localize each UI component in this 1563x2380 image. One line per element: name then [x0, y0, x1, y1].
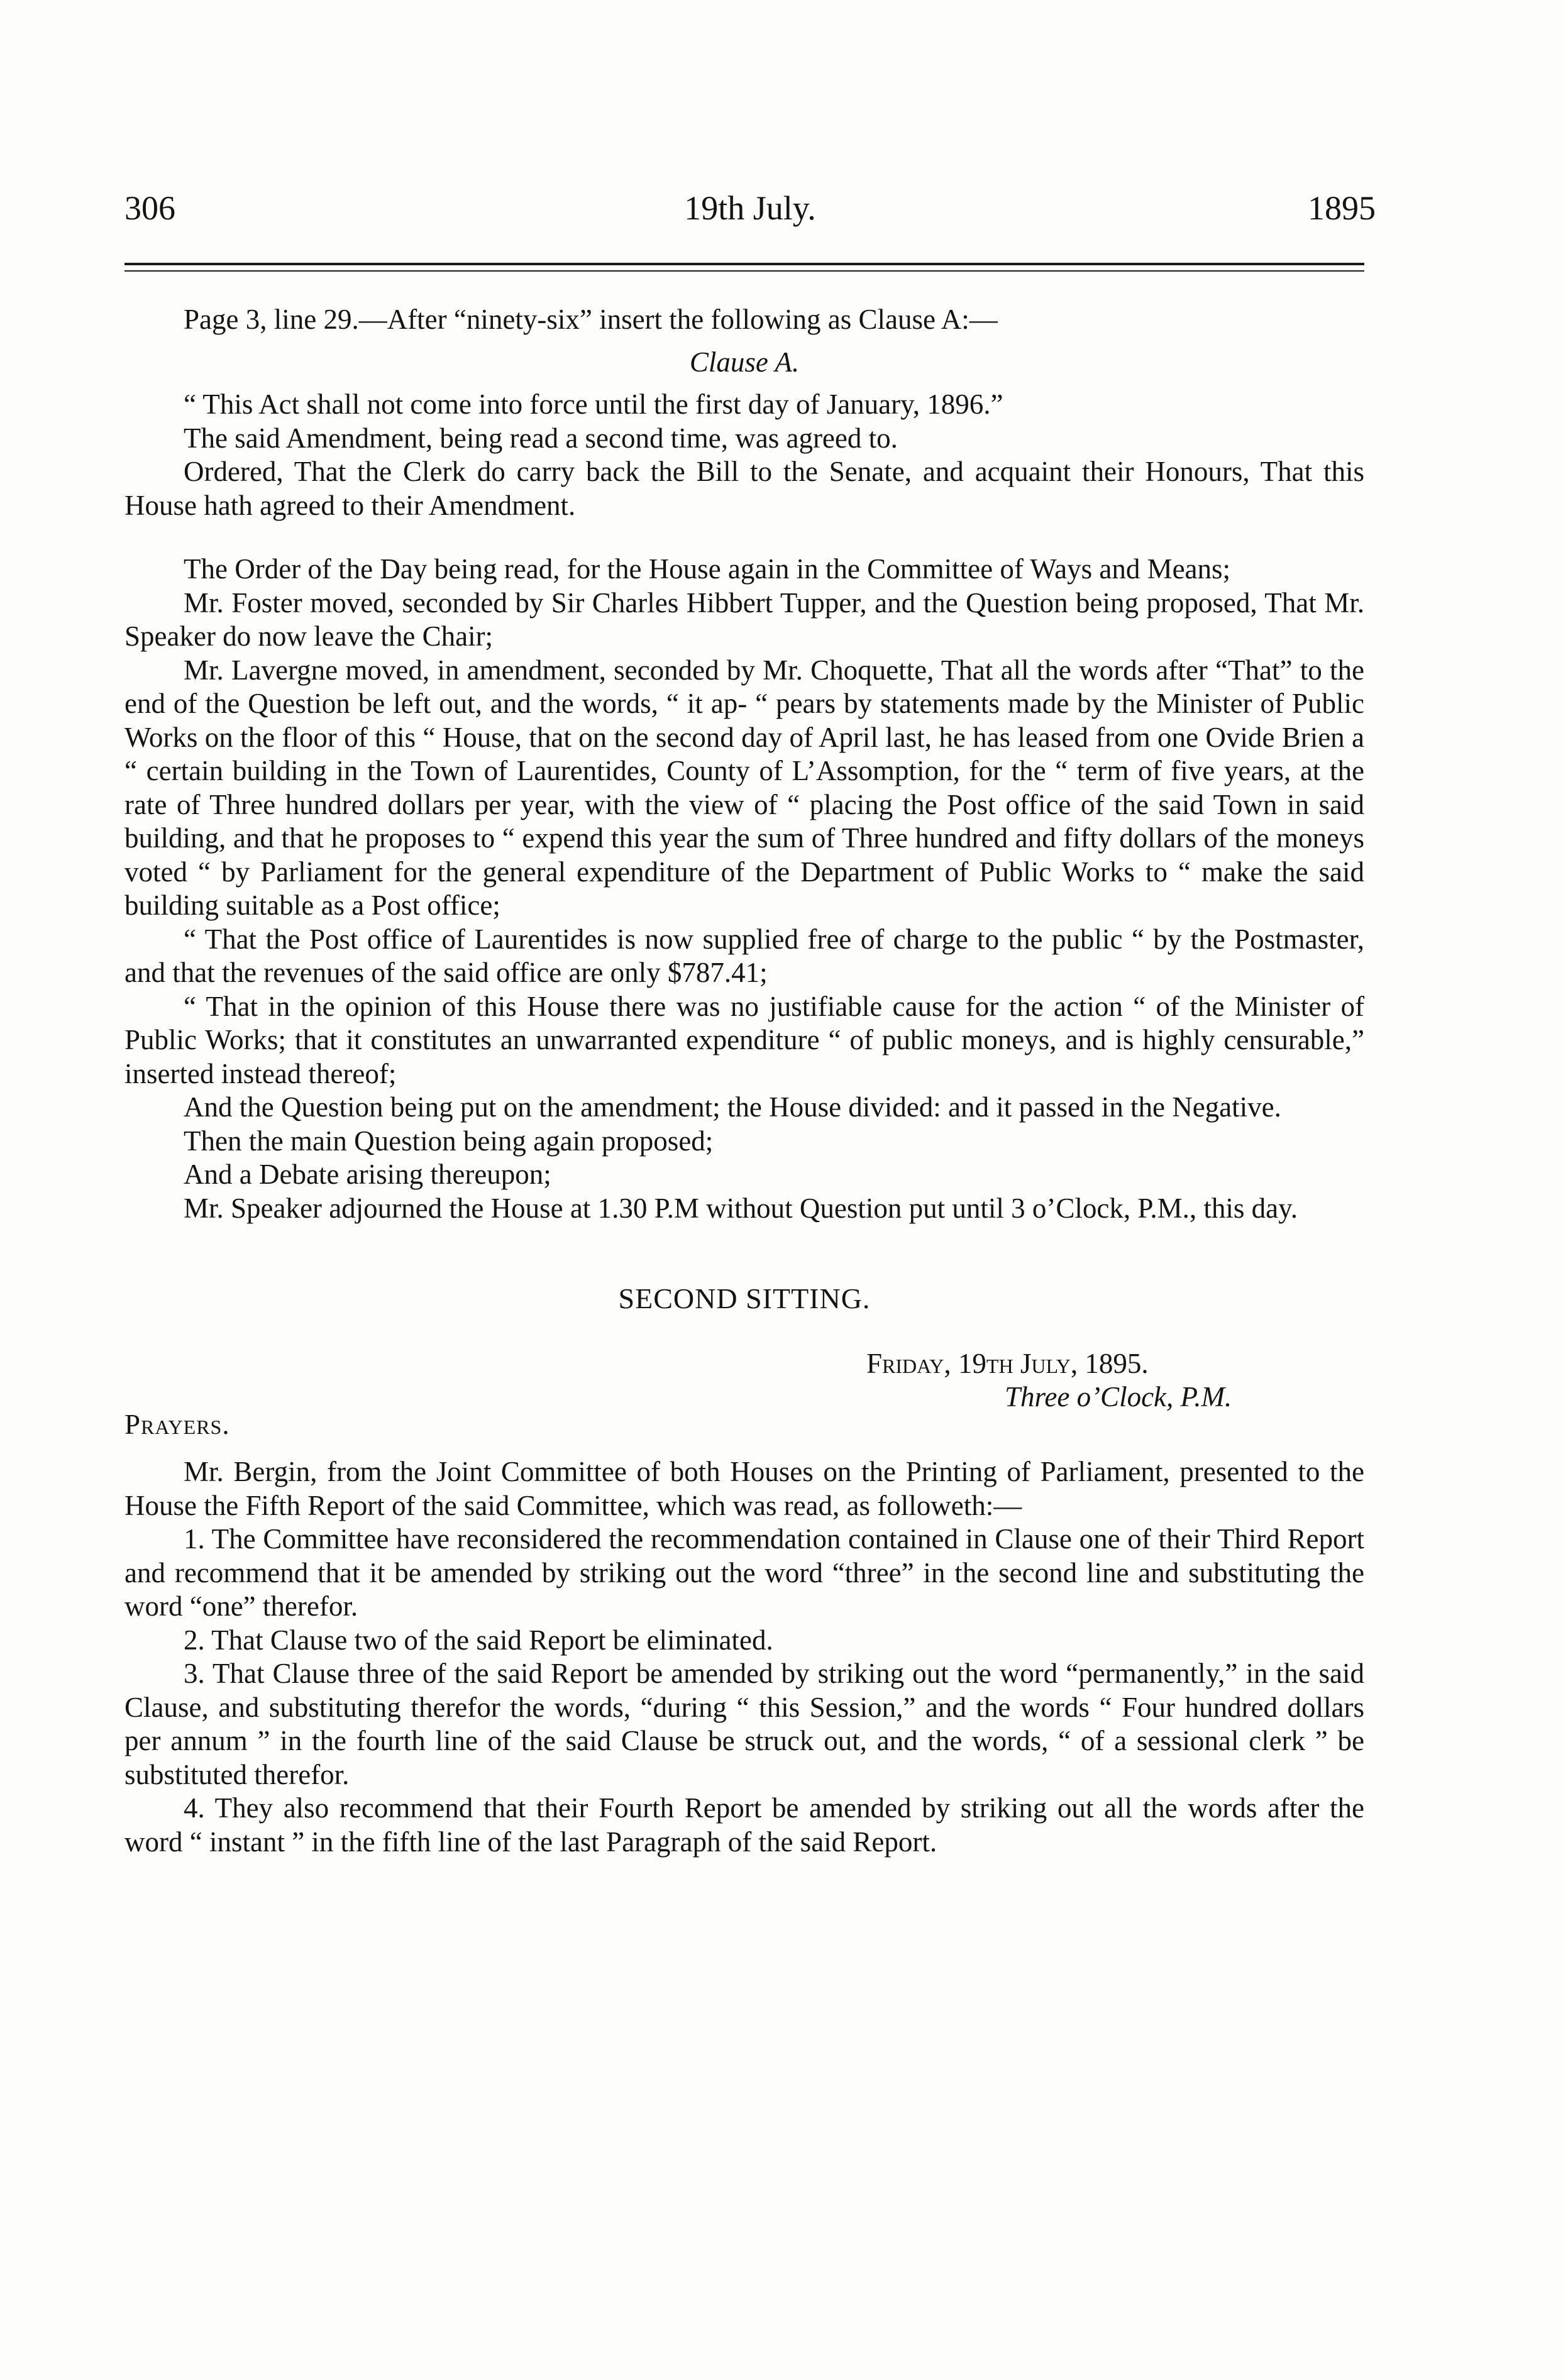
debate-arising: And a Debate arising thereupon; — [184, 1159, 551, 1190]
header-year: 1895 — [1308, 189, 1376, 227]
clause-title: Clause A. — [689, 346, 800, 378]
lavergne-amendment: Mr. Lavergne moved, in amendment, seconded by Mr. Choquette, That all the words after “That” to the end of the Question be left out, and the words, “ it ap- “ pears by statements made by the Minister of Public Works on the floor of this “ House, that on the second day of April last, he has leased from one Ovide Brien a “ certain building in the Town of Laurentides, County of L’Assomption, for the “ term of five years, at the rate of Three hundred dollars per year, with the view of “ placing the Post office of the said Town in said building, and that he proposes to “ expend this year the sum of Three hundred and fifty dollars of the moneys voted “ by Parliament for the general expenditure of the Department of Public Works to “ make the said building suitable as a Post office; — [124, 654, 1364, 921]
division-result: And the Question being put on the amendment; the House divided: and it passed in the Negative. — [184, 1091, 1281, 1123]
section-heading: SECOND SITTING. — [618, 1282, 871, 1314]
spacer — [124, 1441, 1364, 1455]
report-item-4: 4. They also recommend that their Fourth Report be amended by striking out all the words after the word “ instant ” in the fifth line of the last Paragraph of the said Report. — [124, 1792, 1364, 1858]
amendment-agreed: The said Amendment, being read a second time, was agreed to. — [184, 422, 898, 454]
header-rule-thin — [124, 270, 1364, 272]
report-item-3: 3. That Clause three of the said Report be amended by striking out the word “permanently,” in the said Clause, and substituting therefor the words, “during “ this Session,” and the words “ Four hundred dollars per annum ” in the fourth line of the said Clause be struck out, and the words, “ of a sessional clerk ” be substituted therefor. — [124, 1658, 1364, 1790]
page-number: 306 — [124, 189, 175, 227]
sitting-date: Friday, 19th July, 1895. — [866, 1347, 1149, 1379]
clause-text: “ This Act shall not come into force until the first day of January, 1896.” — [184, 388, 1003, 420]
page-body — [124, 303, 1364, 1859]
amendment-clause-3: “ That in the opinion of this House there was no justifiable cause for the action “ of the Minister of Public Works; that it constitutes an unwarranted expenditure “ of public moneys, and is highly censurable,” inserted instead thereof; — [124, 990, 1364, 1089]
header-rule-thick — [124, 263, 1364, 265]
adjournment: Mr. Speaker adjourned the House at 1.30 P.M without Question put until 3 o’Clock, P.M., this day. — [184, 1192, 1298, 1224]
ordered-paragraph: Ordered, That the Clerk do carry back the Bill to the Senate, and acquaint their Honours, That this House hath agreed to their Amendment. — [124, 456, 1364, 521]
header-date: 19th July. — [684, 189, 816, 227]
main-question: Then the main Question being again proposed; — [184, 1125, 714, 1157]
spacer — [124, 522, 1364, 553]
foster-motion: Mr. Foster moved, seconded by Sir Charles Hibbert Tupper, and the Question being proposed, That Mr. Speaker do now leave the Chair; — [124, 587, 1364, 652]
report-item-2: 2. That Clause two of the said Report be eliminated. — [184, 1624, 773, 1656]
bergin-report: Mr. Bergin, from the Joint Committee of both Houses on the Printing of Parliament, presented to the House the Fifth Report of the said Committee, which was read, as followeth:— — [124, 1456, 1364, 1521]
prayers-heading: Prayers. — [124, 1408, 230, 1440]
spacer — [124, 1316, 1364, 1347]
spacer — [124, 1225, 1364, 1282]
page-header — [124, 186, 1376, 230]
report-item-1: 1. The Committee have reconsidered the recommendation contained in Clause one of their Third Report and recommend that it be amended by striking out the word “three” in the second line and substituting the word “one” therefor. — [124, 1523, 1364, 1622]
amendment-clause-2: “ That the Post office of Laurentides is now supplied free of charge to the public “ by the Postmaster, and that the revenues of the said office are only $787.41; — [124, 923, 1364, 988]
amendment-intro: Page 3, line 29.—After “ninety-six” insert the following as Clause A:— — [184, 304, 998, 335]
order-of-day: The Order of the Day being read, for the House again in the Committee of Ways and Means; — [184, 553, 1231, 585]
sitting-time: Three o’Clock, P.M. — [1005, 1381, 1232, 1413]
